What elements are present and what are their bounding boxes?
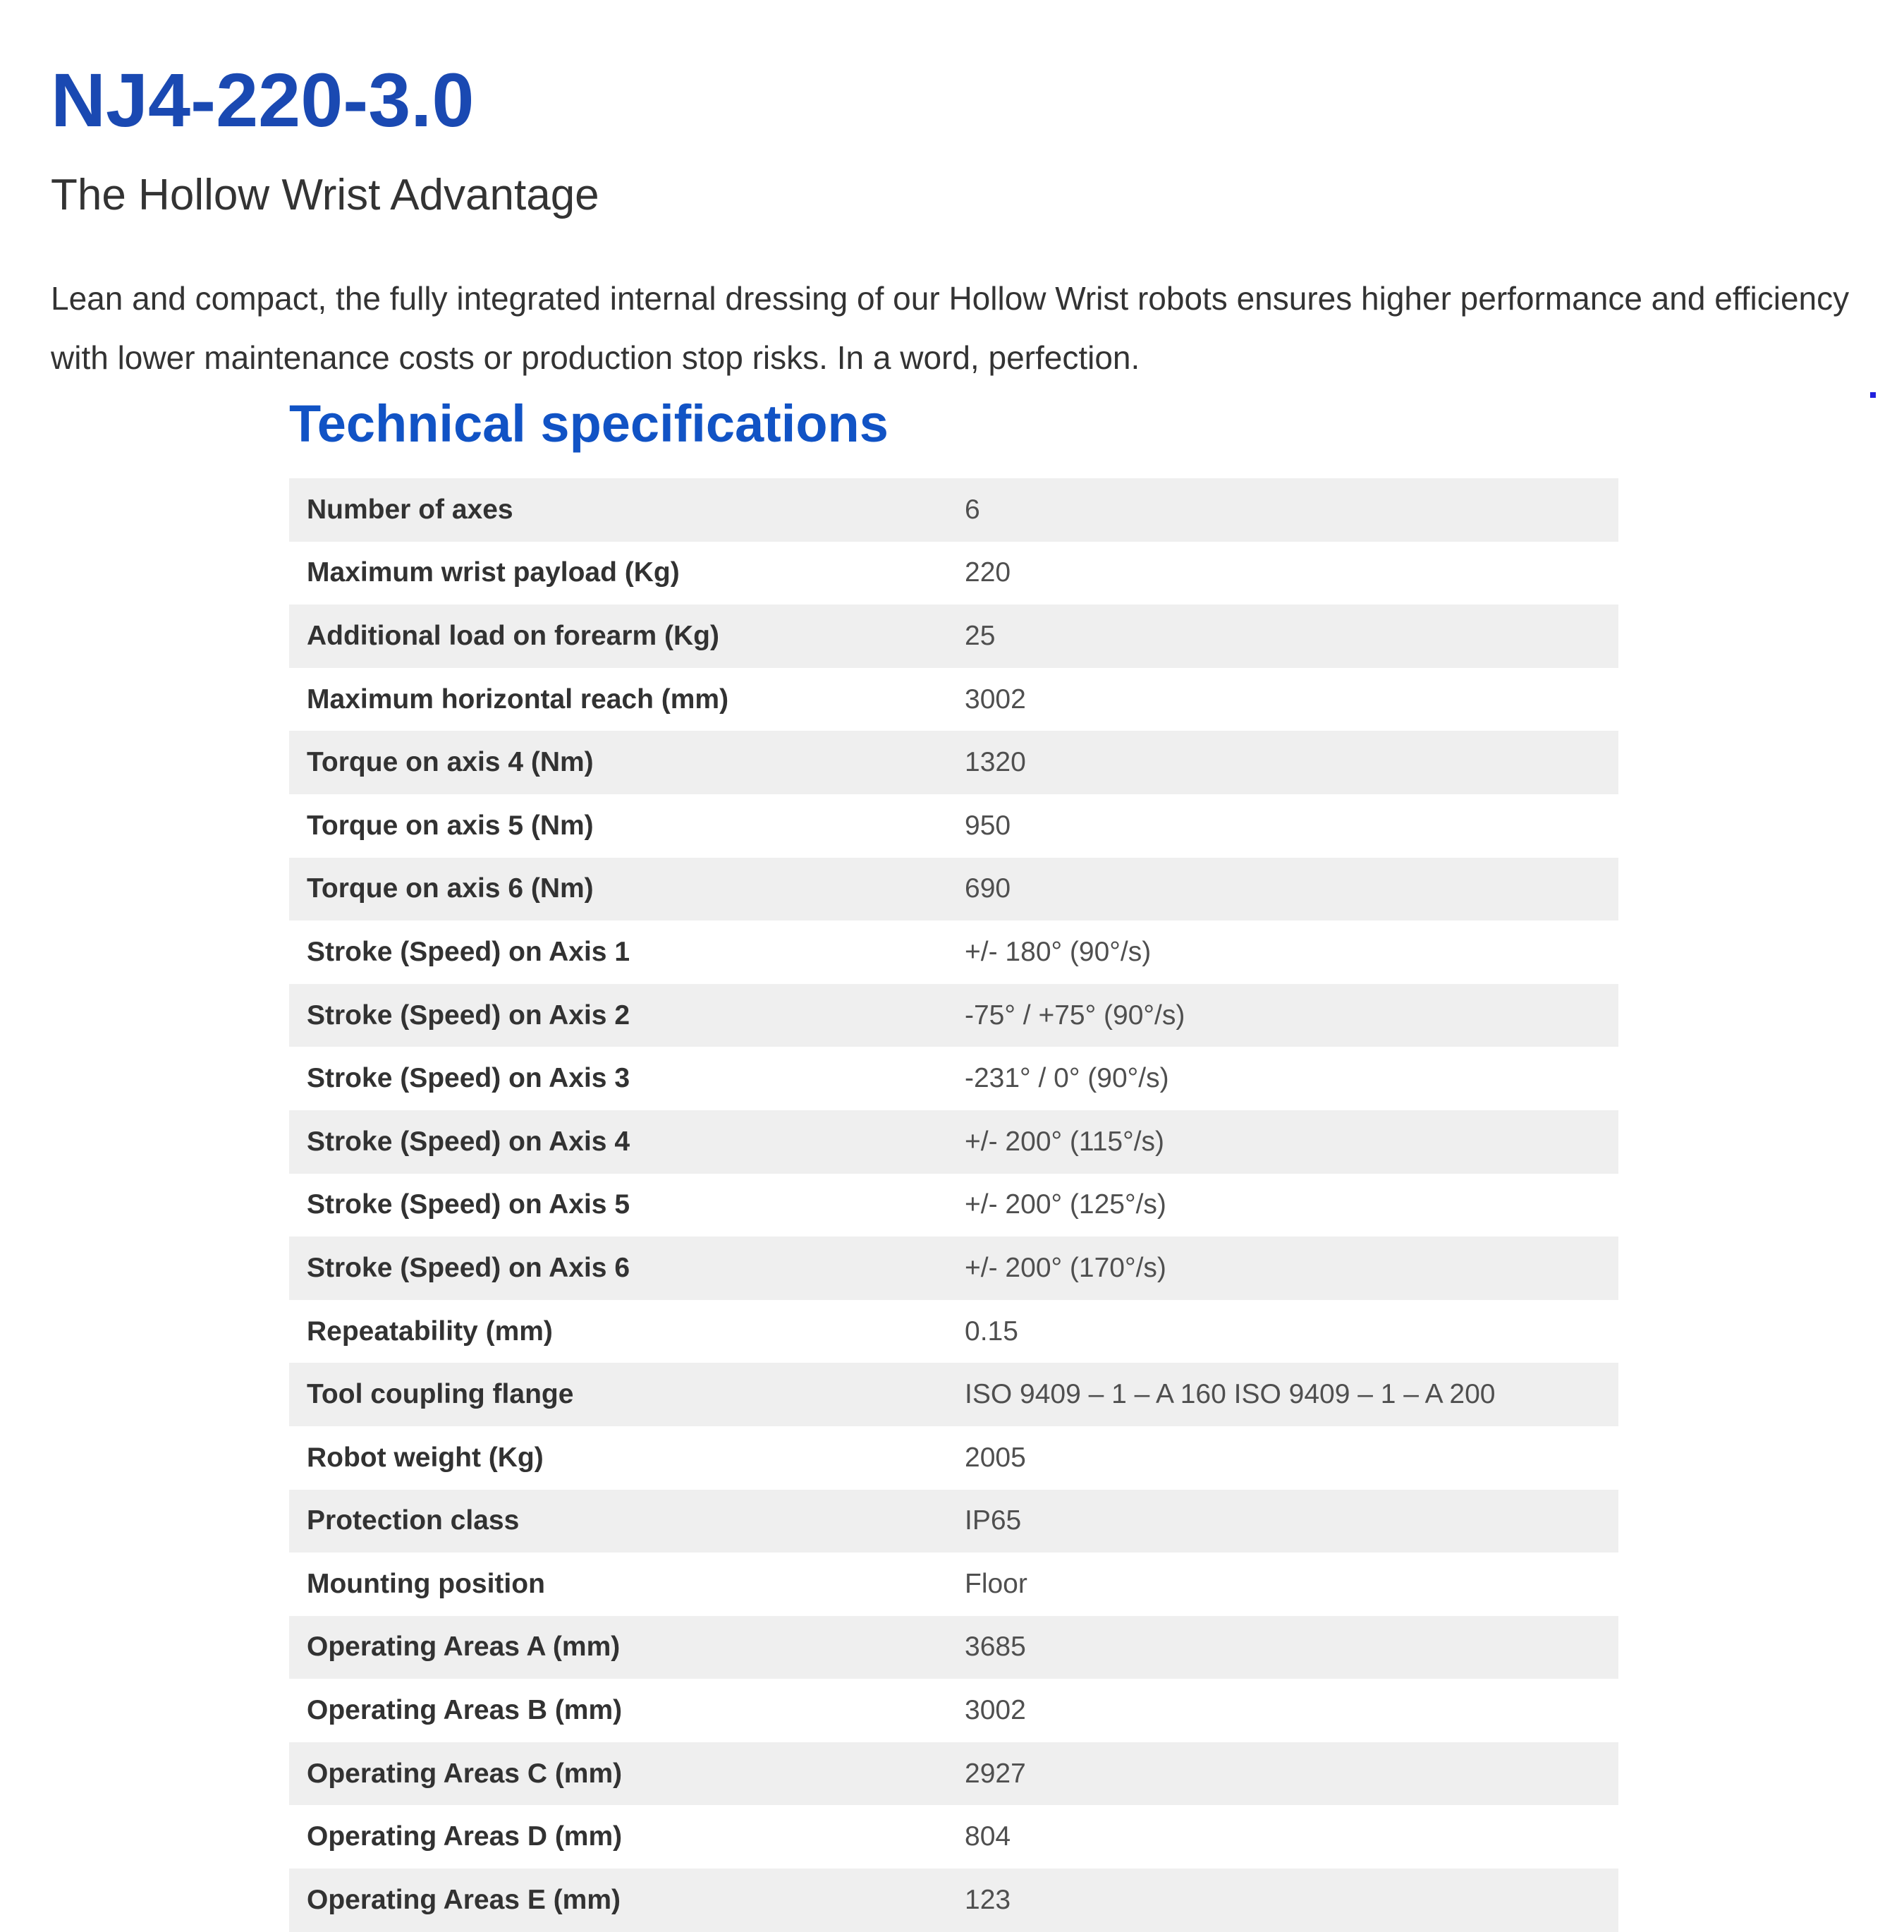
spec-label: Number of axes [307, 494, 513, 525]
spec-row [289, 1237, 1618, 1300]
spec-label: Stroke (Speed) on Axis 6 [307, 1252, 630, 1283]
spec-label: Stroke (Speed) on Axis 5 [307, 1189, 630, 1220]
page-description: Lean and compact, the fully integrated internal dressing of our Hollow Wrist robots ensures higher performance and efficiency with lower maintenance costs or production stop risks. In a word, perfection. [51, 280, 1850, 376]
spec-label: Stroke (Speed) on Axis 2 [307, 1000, 630, 1031]
spec-row [289, 731, 1618, 794]
spec-value: +/- 200° (125°/s) [965, 1189, 1166, 1220]
spec-row [289, 1805, 1618, 1869]
spec-value: 1320 [965, 747, 1026, 778]
spec-value: 804 [965, 1821, 1011, 1852]
stray-blue-dot [1870, 392, 1876, 398]
spec-row [289, 1047, 1618, 1110]
spec-row [289, 1679, 1618, 1742]
spec-label: Mounting position [307, 1568, 545, 1599]
spec-row [289, 542, 1618, 605]
specs-table [289, 478, 1618, 1932]
spec-value: 3002 [965, 1695, 1026, 1726]
spec-label: Operating Areas A (mm) [307, 1632, 621, 1663]
spec-row [289, 478, 1618, 542]
spec-label: Operating Areas E (mm) [307, 1884, 621, 1915]
spec-value: 950 [965, 810, 1011, 841]
spec-label: Operating Areas D (mm) [307, 1821, 623, 1852]
spec-row [289, 1174, 1618, 1237]
spec-value: 690 [965, 873, 1011, 904]
spec-value: -231° / 0° (90°/s) [965, 1063, 1169, 1094]
spec-value: +/- 200° (115°/s) [965, 1126, 1165, 1157]
spec-label: Stroke (Speed) on Axis 3 [307, 1063, 630, 1094]
spec-value: 6 [965, 494, 980, 525]
spec-value: Floor [965, 1568, 1027, 1599]
spec-value: 0.15 [965, 1316, 1018, 1347]
spec-row [289, 1426, 1618, 1490]
spec-row [289, 604, 1618, 668]
spec-value: +/- 200° (170°/s) [965, 1252, 1166, 1283]
spec-label: Protection class [307, 1505, 520, 1536]
page-subtitle: The Hollow Wrist Advantage [51, 171, 599, 219]
spec-value: IP65 [965, 1505, 1022, 1536]
spec-label: Torque on axis 6 (Nm) [307, 873, 594, 904]
spec-row [289, 1869, 1618, 1932]
spec-value: 3685 [965, 1632, 1026, 1663]
spec-value: 2927 [965, 1758, 1026, 1789]
spec-label: Repeatability (mm) [307, 1316, 553, 1347]
page-title: NJ4-220-3.0 [51, 57, 475, 142]
spec-value: 3002 [965, 684, 1026, 715]
spec-label: Robot weight (Kg) [307, 1442, 544, 1473]
spec-row [289, 1553, 1618, 1616]
spec-value: 220 [965, 557, 1011, 588]
spec-label: Maximum horizontal reach (mm) [307, 684, 729, 715]
spec-label: Operating Areas B (mm) [307, 1695, 623, 1726]
spec-label: Stroke (Speed) on Axis 1 [307, 936, 630, 967]
technical-specifications-section [289, 394, 1618, 1932]
spec-row [289, 858, 1618, 921]
spec-value: 25 [965, 620, 996, 651]
spec-label: Maximum wrist payload (Kg) [307, 557, 680, 588]
spec-row [289, 1110, 1618, 1174]
spec-label: Torque on axis 5 (Nm) [307, 810, 594, 841]
spec-row [289, 668, 1618, 731]
spec-label: Operating Areas C (mm) [307, 1758, 623, 1789]
spec-row [289, 1300, 1618, 1363]
spec-label: Stroke (Speed) on Axis 4 [307, 1126, 630, 1157]
spec-value: +/- 180° (90°/s) [965, 936, 1152, 967]
spec-value: -75° / +75° (90°/s) [965, 1000, 1185, 1031]
spec-row [289, 1490, 1618, 1553]
spec-label: Additional load on forearm (Kg) [307, 620, 719, 651]
spec-row [289, 921, 1618, 984]
spec-row [289, 1363, 1618, 1426]
spec-row [289, 794, 1618, 858]
spec-value: 2005 [965, 1442, 1026, 1473]
spec-row [289, 984, 1618, 1047]
spec-value: 123 [965, 1884, 1011, 1915]
spec-value: ISO 9409 – 1 – A 160 ISO 9409 – 1 – A 200 [965, 1379, 1496, 1410]
spec-label: Tool coupling flange [307, 1379, 574, 1410]
spec-row [289, 1742, 1618, 1806]
spec-row [289, 1616, 1618, 1679]
spec-label: Torque on axis 4 (Nm) [307, 747, 594, 778]
section-heading: Technical specifications [289, 394, 889, 453]
